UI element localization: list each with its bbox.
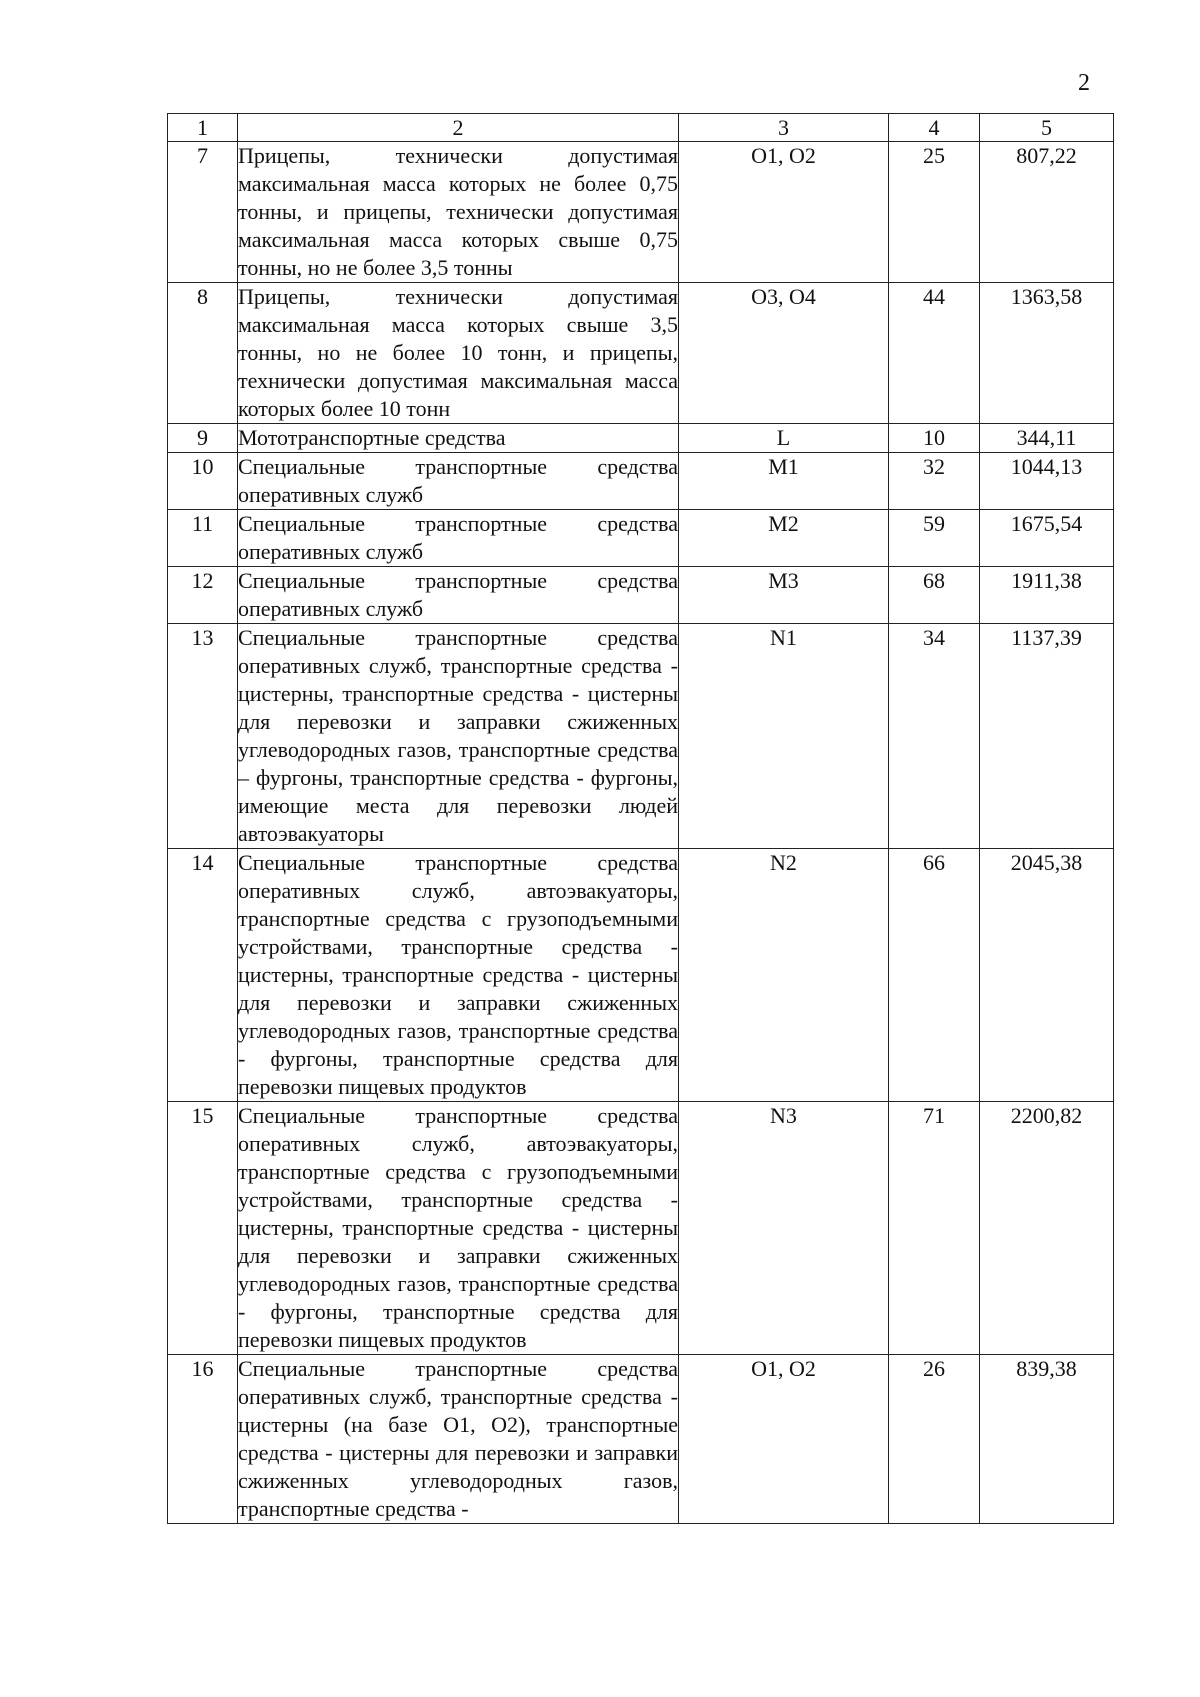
row-number: 7	[168, 142, 238, 283]
row-price: 1675,54	[980, 510, 1114, 567]
row-number: 10	[168, 453, 238, 510]
row-count: 71	[889, 1102, 980, 1355]
row-description: Прицепы, технически допустимая максимальная масса которых не более 0,75 тонны, и прицепы, технически допустимая максимальная масса которых свыше 0,75 тонны, но не более 3,5 тонны	[238, 142, 679, 283]
row-category: M2	[679, 510, 889, 567]
row-category: M3	[679, 567, 889, 624]
row-count: 26	[889, 1355, 980, 1524]
row-price: 2045,38	[980, 849, 1114, 1102]
row-description: Мототранспортные средства	[238, 424, 679, 453]
table-row	[168, 849, 1114, 1102]
row-category: O1, O2	[679, 142, 889, 283]
row-count: 25	[889, 142, 980, 283]
row-price: 1363,58	[980, 283, 1114, 424]
header-col-2: 2	[238, 114, 679, 142]
row-category: O3, O4	[679, 283, 889, 424]
row-description: Специальные транспортные средства оперативных служб, транспортные средства - цистерны (на базе O1, O2), транспортные средства - цистерны для перевозки и заправки сжиженных углеводородных газов, транспортные средства -	[238, 1355, 679, 1524]
header-col-1: 1	[168, 114, 238, 142]
row-number: 15	[168, 1102, 238, 1355]
row-count: 59	[889, 510, 980, 567]
row-description: Специальные транспортные средства оперативных служб	[238, 510, 679, 567]
header-col-3: 3	[679, 114, 889, 142]
row-number: 11	[168, 510, 238, 567]
row-price: 1044,13	[980, 453, 1114, 510]
table-header-row	[168, 114, 1114, 142]
row-number: 12	[168, 567, 238, 624]
table-row	[168, 453, 1114, 510]
row-description: Специальные транспортные средства оперативных служб, транспортные средства - цистерны, транспортные средства - цистерны для перевозки и заправки сжиженных углеводородных газов, транспортные средства – фургоны, транспортные средства - фургоны, имеющие места для перевозки людей автоэвакуаторы	[238, 624, 679, 849]
table-row	[168, 1102, 1114, 1355]
row-number: 9	[168, 424, 238, 453]
row-category: N3	[679, 1102, 889, 1355]
table-row	[168, 142, 1114, 283]
table-row	[168, 510, 1114, 567]
row-count: 10	[889, 424, 980, 453]
row-price: 839,38	[980, 1355, 1114, 1524]
row-number: 8	[168, 283, 238, 424]
row-category: M1	[679, 453, 889, 510]
table-row	[168, 624, 1114, 849]
row-count: 68	[889, 567, 980, 624]
row-price: 807,22	[980, 142, 1114, 283]
row-description: Специальные транспортные средства оперативных служб	[238, 567, 679, 624]
table-row	[168, 424, 1114, 453]
row-price: 344,11	[980, 424, 1114, 453]
row-count: 44	[889, 283, 980, 424]
table-row	[168, 283, 1114, 424]
page-number: 2	[1078, 70, 1090, 96]
tariff-table	[167, 113, 1114, 1524]
table-row	[168, 1355, 1114, 1524]
row-number: 13	[168, 624, 238, 849]
row-price: 1137,39	[980, 624, 1114, 849]
row-category: N2	[679, 849, 889, 1102]
row-category: L	[679, 424, 889, 453]
row-description: Специальные транспортные средства оперативных служб, автоэвакуаторы, транспортные средства с грузоподъемными устройствами, транспортные средства - цистерны, транспортные средства - цистерны для перевозки и заправки сжиженных углеводородных газов, транспортные средства - фургоны, транспортные средства для перевозки пищевых продуктов	[238, 1102, 679, 1355]
row-description: Прицепы, технически допустимая максимальная масса которых свыше 3,5 тонны, но не более 10 тонн, и прицепы, технически допустимая максимальная масса которых более 10 тонн	[238, 283, 679, 424]
row-category: O1, O2	[679, 1355, 889, 1524]
table-row	[168, 567, 1114, 624]
row-price: 1911,38	[980, 567, 1114, 624]
header-col-5: 5	[980, 114, 1114, 142]
row-count: 32	[889, 453, 980, 510]
row-description: Специальные транспортные средства оперативных служб	[238, 453, 679, 510]
header-col-4: 4	[889, 114, 980, 142]
row-description: Специальные транспортные средства оперативных служб, автоэвакуаторы, транспортные средства с грузоподъемными устройствами, транспортные средства - цистерны, транспортные средства - цистерны для перевозки и заправки сжиженных углеводородных газов, транспортные средства - фургоны, транспортные средства для перевозки пищевых продуктов	[238, 849, 679, 1102]
row-count: 66	[889, 849, 980, 1102]
row-number: 14	[168, 849, 238, 1102]
row-count: 34	[889, 624, 980, 849]
row-category: N1	[679, 624, 889, 849]
row-price: 2200,82	[980, 1102, 1114, 1355]
row-number: 16	[168, 1355, 238, 1524]
